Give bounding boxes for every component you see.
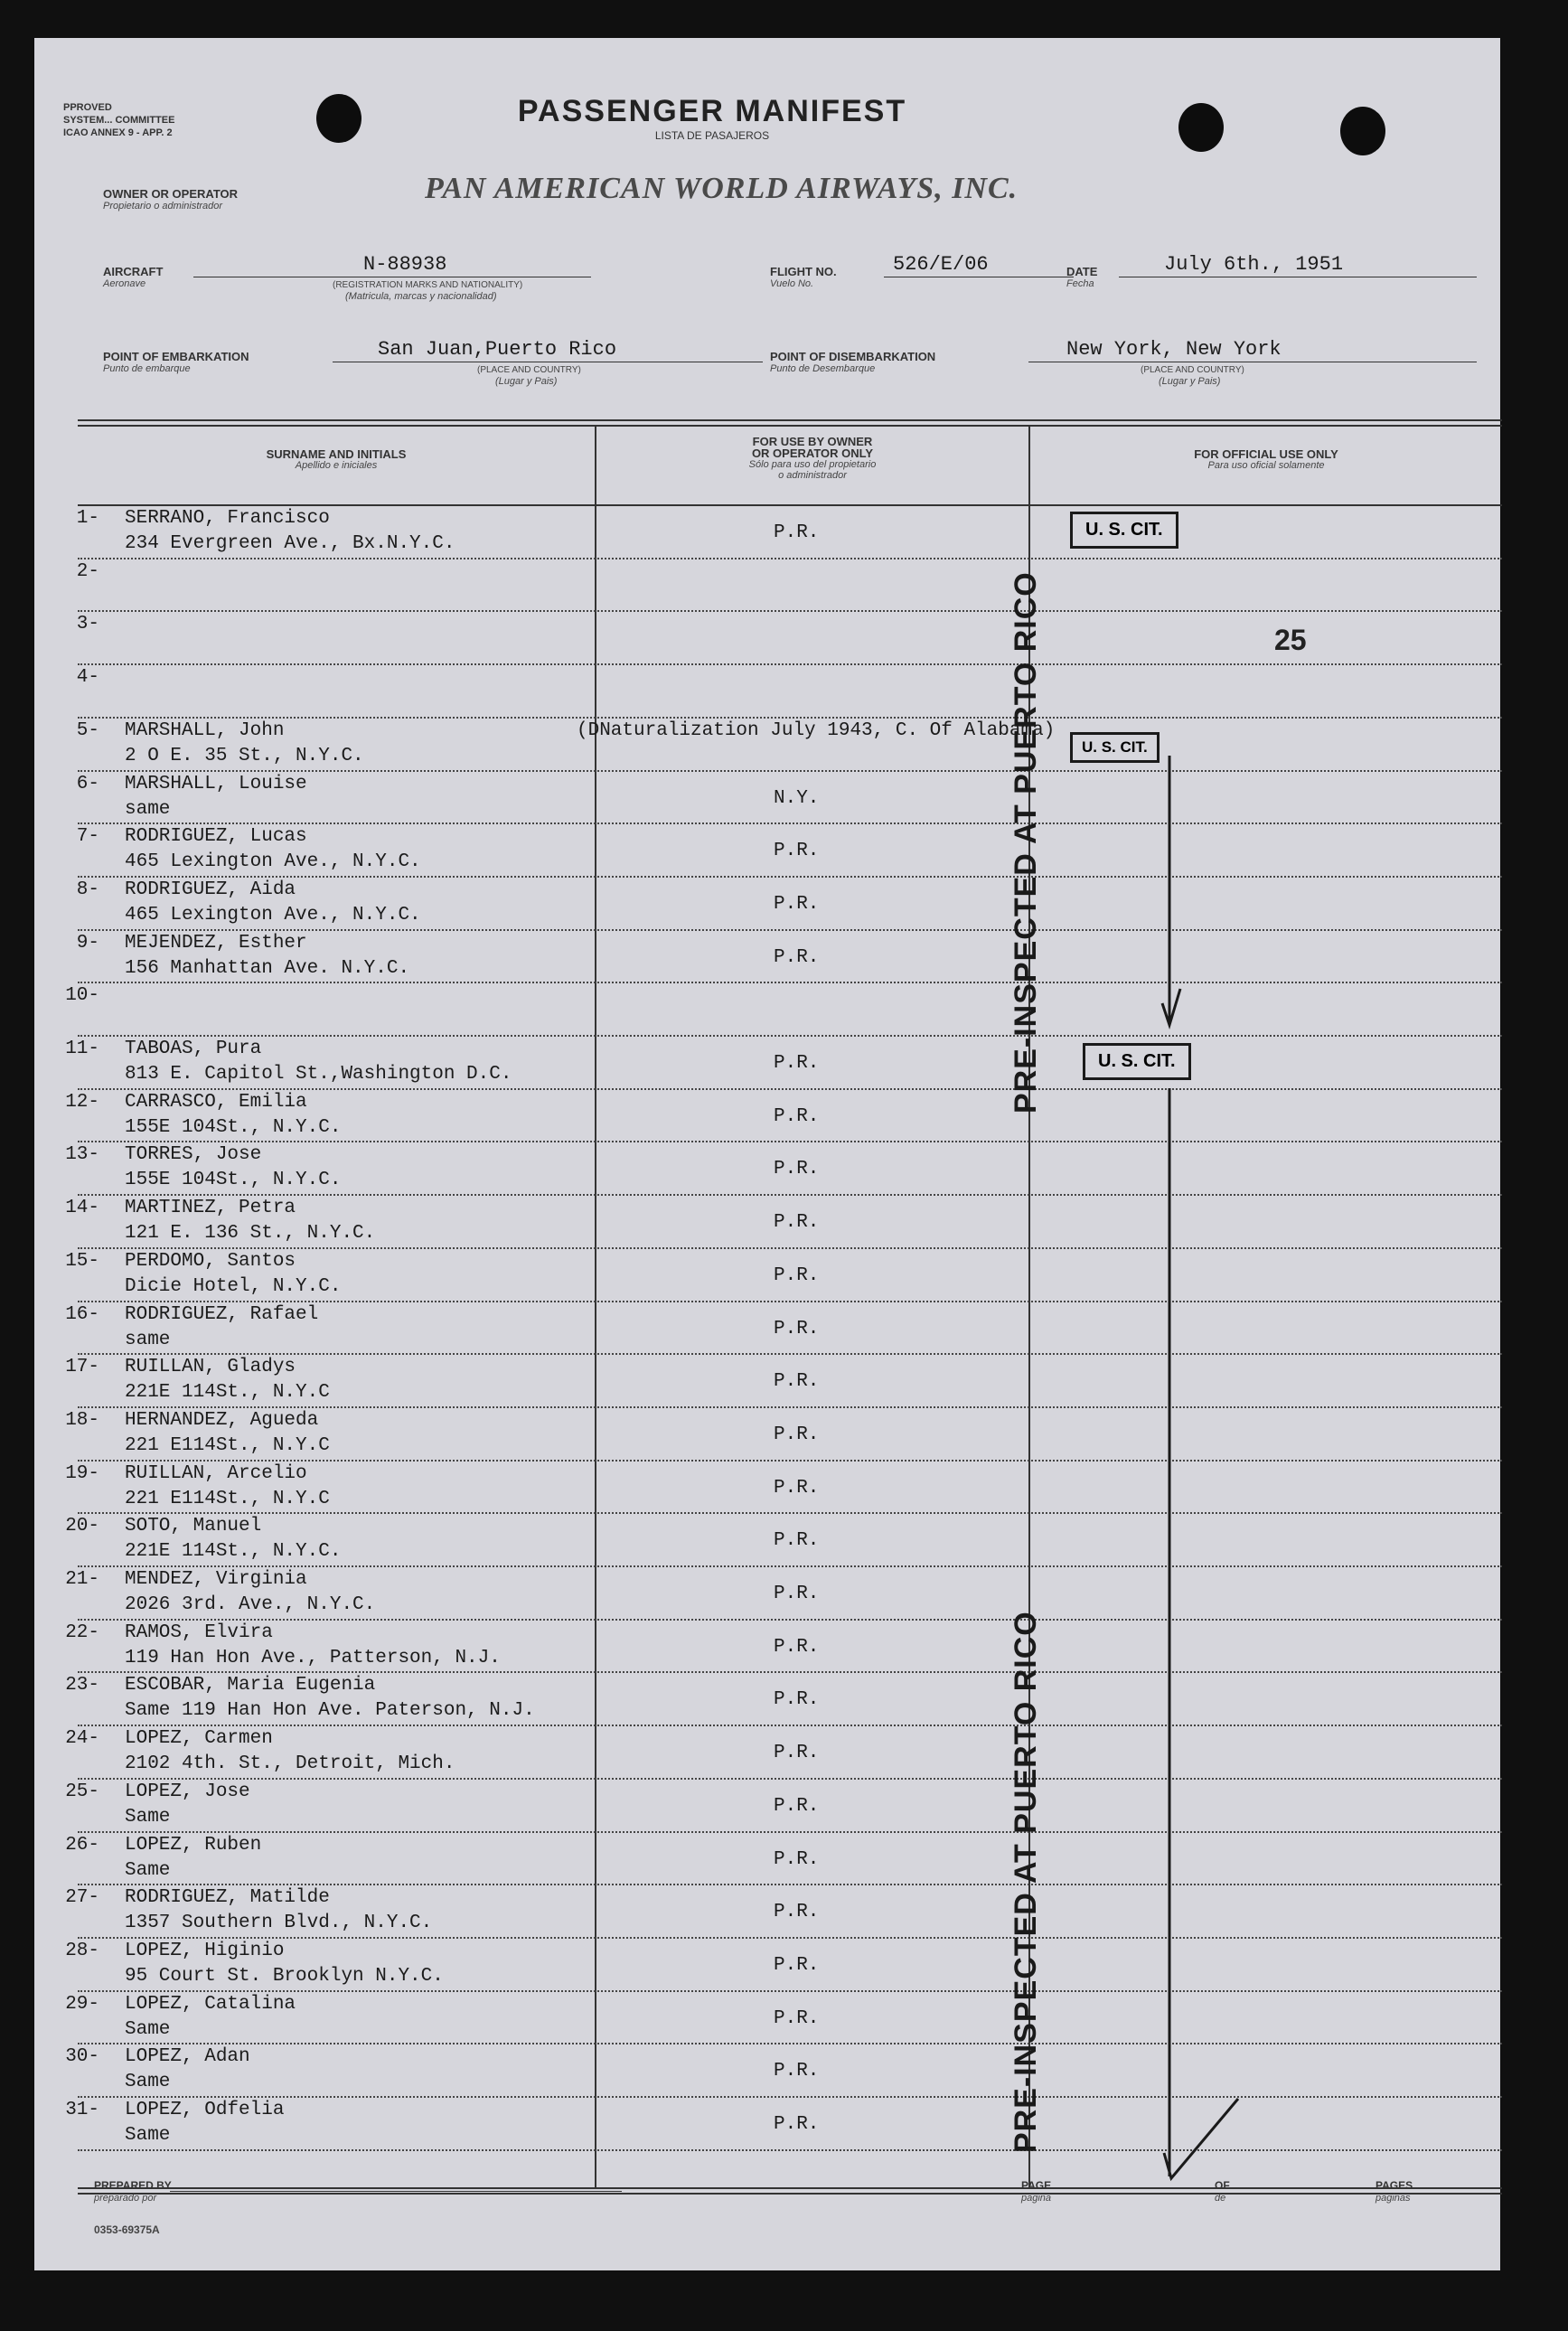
owner-use-note: N.Y.: [774, 787, 820, 809]
embark-place-note: (PLACE AND COUNTRY): [477, 365, 581, 375]
embark-label: POINT OF EMBARKATION: [103, 350, 249, 363]
date-value: July 6th., 1951: [1164, 253, 1344, 276]
punch-hole: [316, 94, 361, 143]
row-number: 26-: [65, 1834, 99, 1856]
punch-hole: [1178, 103, 1224, 152]
passenger-address: 221E 114St., N.Y.C: [125, 1382, 330, 1404]
passenger-address: 155E 104St., N.Y.C.: [125, 1116, 342, 1138]
row-number: 11-: [65, 1039, 99, 1059]
owner-use-note: P.R.: [774, 1424, 820, 1445]
row-number: 12-: [65, 1091, 99, 1113]
passenger-name: TORRES, Jose: [125, 1144, 262, 1166]
row-number: 18-: [65, 1409, 99, 1431]
passenger-name: MARSHALL, Louise: [125, 773, 307, 794]
passenger-name: SOTO, Manuel: [125, 1516, 262, 1537]
of-label: OF: [1215, 2179, 1230, 2192]
passenger-name: MARTINEZ, Petra: [125, 1198, 296, 1219]
passenger-name: RODRIGUEZ, Matilde: [125, 1887, 330, 1909]
passenger-address: 155E 104St., N.Y.C.: [125, 1170, 342, 1191]
owner-use-note: P.R.: [774, 1636, 820, 1658]
row-number: 29-: [65, 1993, 99, 2015]
prepared-by-label-es: preparado por: [94, 2193, 157, 2204]
row-number: 23-: [65, 1675, 99, 1697]
us-citizen-stamp: U. S. CIT.: [1070, 732, 1160, 763]
row-number: 30-: [65, 2046, 99, 2068]
owner-use-note: P.R.: [774, 946, 820, 968]
col-header-surname: SURNAME AND INITIALS Apellido e iniciales: [266, 447, 407, 471]
passenger-address: 121 E. 136 St., N.Y.C.: [125, 1223, 376, 1245]
col-header-official-use: FOR OFFICIAL USE ONLY Para uso oficial solamente: [1194, 447, 1338, 471]
passenger-address: Dicie Hotel, N.Y.C.: [125, 1275, 342, 1297]
check-mark: [1164, 2099, 1238, 2178]
passenger-address: 234 Evergreen Ave., Bx.N.Y.C.: [125, 533, 455, 554]
row-number: 24-: [65, 1728, 99, 1750]
row-number: 4-: [76, 667, 99, 689]
flight-value: 526/E/06: [893, 253, 989, 276]
owner-use-note: P.R.: [774, 1743, 820, 1764]
row-number: 5-: [76, 719, 99, 741]
us-citizen-stamp: U. S. CIT.: [1083, 1043, 1191, 1080]
owner-use-note: P.R.: [774, 1318, 820, 1339]
passenger-name: MEJENDEZ, Esther: [125, 932, 307, 954]
passenger-name: LOPEZ, Adan: [125, 2046, 250, 2068]
title-block: [513, 94, 911, 142]
pre-inspected-stamp: PRE-INSPECTED AT PUERTO RICO: [1009, 1611, 1043, 2153]
pages-label-es: paginas: [1376, 2193, 1411, 2204]
row-number: 9-: [76, 932, 99, 954]
passenger-address: 2 O E. 35 St., N.Y.C.: [125, 745, 364, 766]
row-number: 8-: [76, 879, 99, 900]
passenger-name: LOPEZ, Jose: [125, 1781, 250, 1802]
passenger-name: RUILLAN, Arcelio: [125, 1462, 307, 1484]
row-number: 6-: [76, 773, 99, 794]
manifest-sheet: [34, 38, 1500, 2270]
passenger-name: SERRANO, Francisco: [125, 508, 330, 529]
embark-label-es: Punto de embarque: [103, 363, 191, 374]
passenger-address: Same: [125, 2125, 171, 2146]
disembark-value: New York, New York: [1066, 338, 1282, 361]
owner-label: OWNER OR OPERATOR: [103, 187, 239, 201]
row-number: 16-: [65, 1303, 99, 1325]
passenger-name: LOPEZ, Catalina: [125, 1993, 296, 2015]
approval-line: PPROVED: [63, 102, 112, 113]
page-label: PAGE: [1021, 2179, 1052, 2192]
row-number: 21-: [65, 1569, 99, 1590]
row-number: 15-: [65, 1250, 99, 1272]
passenger-address: Same: [125, 2072, 171, 2093]
row-number: 10-: [65, 985, 99, 1007]
row-number: 27-: [65, 1887, 99, 1909]
passenger-address: 156 Manhattan Ave. N.Y.C.: [125, 957, 410, 979]
passenger-address: same: [125, 798, 171, 820]
flight-label: FLIGHT NO.: [770, 265, 837, 278]
passenger-address: 221 E114St., N.Y.C: [125, 1488, 330, 1509]
owner-use-note: P.R.: [774, 1584, 820, 1604]
passenger-name: HERNANDEZ, Agueda: [125, 1409, 319, 1431]
disembark-label-es: Punto de Desembarque: [770, 363, 876, 374]
owner-label-es: Propietario o administrador: [103, 201, 223, 211]
approval-line: ICAO ANNEX 9 - APP. 2: [63, 127, 173, 138]
aircraft-label-es: Aeronave: [103, 278, 146, 289]
row-number: 13-: [65, 1144, 99, 1166]
passenger-address: Same: [125, 1859, 171, 1881]
page-title: PASSENGER MANIFEST: [517, 94, 907, 128]
punch-hole: [1340, 107, 1385, 155]
passenger-address: Same: [125, 1806, 171, 1828]
owner-use-note: P.R.: [774, 1902, 820, 1923]
passenger-name: CARRASCO, Emilia: [125, 1091, 307, 1113]
embark-place-note-es: (Lugar y Pais): [495, 376, 558, 387]
row-number: 7-: [76, 826, 99, 848]
us-citizen-stamp: U. S. CIT.: [1070, 512, 1178, 549]
owner-use-note: P.R.: [774, 1159, 820, 1180]
passenger-name: LOPEZ, Carmen: [125, 1728, 273, 1750]
passenger-address: 221 E114St., N.Y.C: [125, 1434, 330, 1456]
date-label: DATE: [1066, 265, 1098, 278]
owner-use-note: P.R.: [774, 1371, 820, 1393]
passenger-address: 465 Lexington Ave., N.Y.C.: [125, 851, 421, 873]
row-number: 17-: [65, 1357, 99, 1378]
passenger-address: Same 119 Han Hon Ave. Paterson, N.J.: [125, 1700, 535, 1722]
passenger-address: 2102 4th. St., Detroit, Mich.: [125, 1753, 455, 1775]
row-number: 1-: [76, 508, 99, 529]
owner-use-note: P.R.: [774, 1053, 820, 1074]
aircraft-label: AIRCRAFT: [103, 265, 164, 278]
row-number: 19-: [65, 1462, 99, 1484]
passenger-name: LOPEZ, Odfelia: [125, 2100, 285, 2120]
owner-use-note: P.R.: [774, 1105, 820, 1127]
owner-use-note: P.R.: [774, 893, 820, 915]
owner-use-note: P.R.: [774, 1477, 820, 1499]
passenger-name: RODRIGUEZ, Aida: [125, 879, 296, 900]
pages-label: PAGES: [1376, 2179, 1413, 2192]
approval-line: SYSTEM... COMMITTEE: [63, 115, 175, 126]
passenger-address: 119 Han Hon Ave., Patterson, N.J.: [125, 1647, 501, 1668]
owner-use-note: P.R.: [774, 1795, 820, 1817]
date-label-es: Fecha: [1066, 278, 1094, 289]
owner-use-note: P.R.: [774, 1212, 820, 1234]
aircraft-value: N-88938: [363, 253, 447, 276]
passenger-address: same: [125, 1329, 171, 1350]
table-row: [34, 506, 1444, 559]
passenger-name: RUILLAN, Gladys: [125, 1357, 296, 1378]
owner-use-note: P.R.: [774, 2114, 820, 2135]
aircraft-note: (REGISTRATION MARKS AND NATIONALITY): [333, 280, 523, 290]
table-row: [34, 559, 1444, 612]
row-number: 3-: [76, 614, 99, 635]
owner-use-note: (DNaturalization July 1943, C. Of Alabama): [577, 719, 1056, 741]
owner-use-note: P.R.: [774, 2061, 820, 2082]
passenger-name: RODRIGUEZ, Rafael: [125, 1303, 319, 1325]
owner-use-note: P.R.: [774, 1689, 820, 1711]
check-mark: [1162, 989, 1180, 1025]
page-subtitle: LISTA DE PASAJEROS: [654, 129, 770, 142]
passenger-name: MARSHALL, John: [125, 719, 285, 741]
table-row: [34, 665, 1444, 718]
passenger-name: TABOAS, Pura: [125, 1039, 262, 1059]
passenger-name: LOPEZ, Ruben: [125, 1834, 262, 1856]
row-number: 25-: [65, 1781, 99, 1802]
passenger-name: RODRIGUEZ, Lucas: [125, 826, 307, 848]
prepared-by-label: PREPARED BY: [94, 2179, 172, 2192]
approval-block: [63, 101, 174, 139]
disembark-place-note-es: (Lugar y Pais): [1159, 376, 1221, 387]
form-code: 0353-69375A: [94, 2223, 160, 2236]
disembark-label: POINT OF DISEMBARKATION: [770, 350, 936, 363]
table-row: [34, 612, 1444, 664]
row-number: 14-: [65, 1198, 99, 1219]
passenger-count: 25: [1274, 624, 1307, 656]
passenger-name: LOPEZ, Higinio: [125, 1940, 285, 1961]
passenger-address: 1357 Southern Blvd., N.Y.C.: [125, 1913, 433, 1934]
owner-use-note: P.R.: [774, 522, 820, 543]
owner-use-note: P.R.: [774, 1954, 820, 1976]
passenger-name: PERDOMO, Santos: [125, 1250, 296, 1272]
aircraft-note-es: (Matricula, marcas y nacionalidad): [345, 291, 497, 302]
ditto-marks: [1028, 743, 1300, 2189]
passenger-name: ESCOBAR, Maria Eugenia: [125, 1675, 376, 1697]
page-label-es: pagina: [1021, 2193, 1052, 2204]
disembark-place-note: (PLACE AND COUNTRY): [1141, 365, 1244, 375]
pre-inspected-stamp: PRE-INSPECTED AT PUERTO RICO: [1009, 571, 1043, 1114]
row-number: 20-: [65, 1516, 99, 1537]
owner-use-note: P.R.: [774, 1848, 820, 1870]
row-number: 31-: [65, 2100, 99, 2120]
embark-value: San Juan,Puerto Rico: [378, 338, 617, 361]
passenger-address: 813 E. Capitol St.,Washington D.C.: [125, 1064, 512, 1085]
passenger-name: MENDEZ, Virginia: [125, 1569, 307, 1590]
passenger-address: 465 Lexington Ave., N.Y.C.: [125, 904, 421, 926]
owner-use-note: P.R.: [774, 2007, 820, 2029]
owner-use-note: P.R.: [774, 841, 820, 862]
row-number: 22-: [65, 1621, 99, 1643]
passenger-address: Same: [125, 2018, 171, 2040]
owner-use-note: P.R.: [774, 1264, 820, 1286]
row-number: 2-: [76, 560, 99, 582]
col-header-owner-use: FOR USE BY OWNER OR OPERATOR ONLY Sólo para uso del propietario o administrador: [748, 435, 877, 481]
passenger-address: 95 Court St. Brooklyn N.Y.C.: [125, 1965, 444, 1987]
owner-use-note: P.R.: [774, 1530, 820, 1552]
passenger-address: 2026 3rd. Ave., N.Y.C.: [125, 1594, 376, 1615]
owner-value: PAN AMERICAN WORLD AIRWAYS, INC.: [425, 172, 1019, 205]
flight-label-es: Vuelo No.: [770, 278, 814, 289]
passenger-name: RAMOS, Elvira: [125, 1621, 273, 1643]
row-number: 28-: [65, 1940, 99, 1961]
of-label-es: de: [1215, 2193, 1226, 2204]
passenger-address: 221E 114St., N.Y.C.: [125, 1541, 342, 1563]
